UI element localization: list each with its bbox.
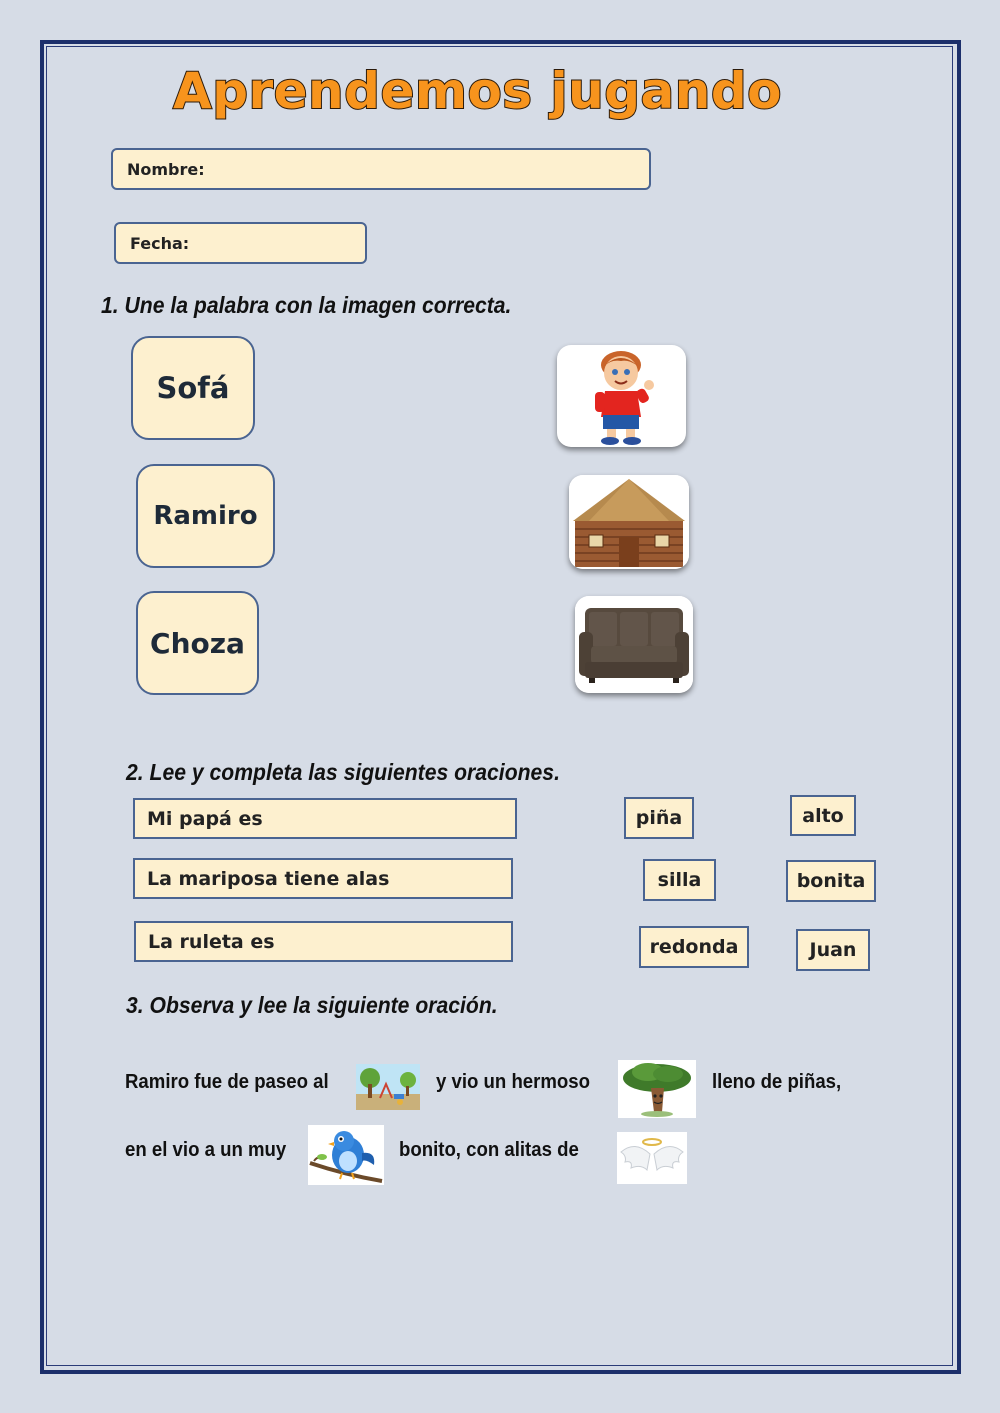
option-redonda[interactable] xyxy=(639,926,749,968)
sentence-text: Mi papá es xyxy=(147,807,263,830)
word-card-sofa[interactable] xyxy=(131,336,255,440)
page-title: Aprendemos jugando xyxy=(173,62,782,120)
option-bonita[interactable] xyxy=(786,860,876,902)
option-label: Juan xyxy=(809,939,857,961)
sentence-fragment: bonito, con alitas de xyxy=(399,1139,579,1161)
question-3: 3. Observa y lee la siguiente oración. xyxy=(126,992,498,1018)
hut-image[interactable] xyxy=(569,475,689,569)
sofa-image[interactable] xyxy=(575,596,693,693)
sofa-illustration xyxy=(575,596,693,693)
sentence-fragment: y vio un hermoso xyxy=(436,1071,591,1093)
sentence-box-2[interactable] xyxy=(133,858,513,899)
option-alto[interactable] xyxy=(790,795,856,836)
option-silla[interactable] xyxy=(643,859,716,901)
option-label: bonita xyxy=(796,870,866,892)
option-label: piña xyxy=(635,807,683,829)
tree-image xyxy=(618,1060,696,1118)
sentence-text: La mariposa tiene alas xyxy=(147,867,390,890)
option-label: silla xyxy=(657,869,702,891)
sentence-fragment: en el vio a un muy xyxy=(125,1139,287,1161)
date-field[interactable] xyxy=(114,222,367,264)
date-label: Fecha: xyxy=(130,233,190,253)
sentence-box-1[interactable] xyxy=(133,798,517,839)
option-juan[interactable] xyxy=(796,929,870,971)
word-label: Ramiro xyxy=(153,501,258,531)
word-card-ramiro[interactable] xyxy=(136,464,275,568)
sentence-fragment: Ramiro fue de paseo al xyxy=(125,1071,329,1093)
word-label: Choza xyxy=(150,626,245,660)
angel-wings-image xyxy=(617,1132,687,1184)
option-label: alto xyxy=(802,804,844,827)
name-label: Nombre: xyxy=(127,159,205,179)
boy-image[interactable] xyxy=(557,345,686,447)
boy-illustration xyxy=(557,345,686,447)
word-label: Sofá xyxy=(156,371,230,405)
word-card-choza[interactable] xyxy=(136,591,259,695)
option-label: redonda xyxy=(649,936,739,958)
name-field[interactable] xyxy=(111,148,651,190)
bird-image xyxy=(308,1125,384,1185)
sentence-box-3[interactable] xyxy=(134,921,513,962)
sentence-fragment: lleno de piñas, xyxy=(712,1071,842,1093)
sentence-text: La ruleta es xyxy=(148,930,275,953)
park-image xyxy=(356,1064,420,1110)
option-pina[interactable] xyxy=(624,797,694,839)
question-2: 2. Lee y completa las siguientes oraciones. xyxy=(126,759,560,785)
hut-illustration xyxy=(569,475,689,569)
question-1: 1. Une la palabra con la imagen correcta. xyxy=(101,292,512,318)
